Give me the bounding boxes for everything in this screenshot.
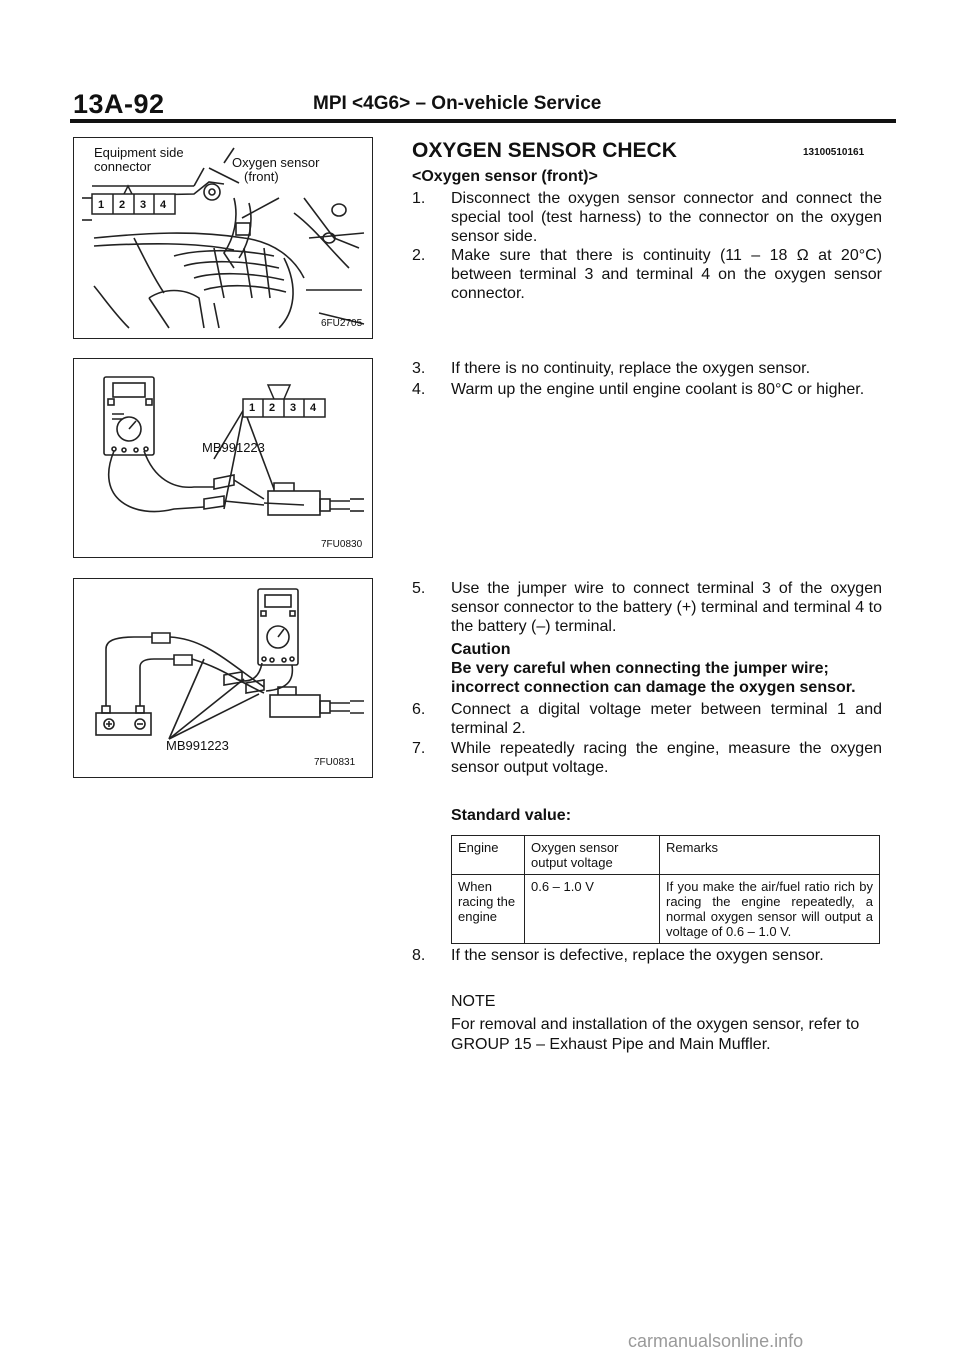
step-text: While repeatedly racing the engine, measure the oxygen sensor output voltage.	[451, 740, 882, 776]
figure-3-code: 7FU0831	[314, 757, 356, 768]
figure-1-label-equipment-side: Equipment side	[94, 145, 184, 160]
section-title: OXYGEN SENSOR CHECK	[412, 139, 677, 162]
caution-text: Be very careful when connecting the jumper wire; incorrect connection can damage the oxygen sensor.	[451, 660, 856, 696]
step-number: 7.	[412, 740, 426, 757]
table-header-voltage: Oxygen sensor output voltage	[525, 836, 660, 875]
table-header-remarks: Remarks	[660, 836, 880, 875]
figure-2-pin-1: 1	[249, 402, 256, 414]
step-text: Disconnect the oxygen sensor connector and connect the special tool (test harness) to the connector on the oxygen sensor side.	[451, 190, 882, 245]
step-number: 1.	[412, 190, 426, 207]
figure-oxygen-sensor-location	[73, 137, 373, 339]
table-cell-remarks: If you make the air/fuel ratio rich by racing the engine repeatedly, a normal oxygen sensor will output a voltage of 0.6 – 1.0 V.	[660, 875, 880, 944]
caution-heading: Caution	[451, 641, 511, 658]
step-text: Make sure that there is continuity (11 – 18 Ω at 20°C) between terminal 3 and terminal 4 on the oxygen sensor connector.	[451, 247, 883, 302]
step-number: 2.	[412, 247, 426, 264]
figure-1-pin-3: 3	[140, 199, 147, 211]
figure-1-label-connector: connector	[94, 159, 152, 174]
figure-1-pin-2: 2	[119, 199, 126, 211]
step-text: Warm up the engine until engine coolant is 80°C or higher.	[451, 381, 865, 398]
figure-2-code: 7FU0830	[321, 539, 363, 550]
figure-1-label-front: (front)	[244, 169, 279, 184]
step-6	[412, 700, 882, 738]
step-8	[412, 946, 882, 965]
figure-2-label-tool: MB991223	[202, 440, 265, 455]
step-text: Connect a digital voltage meter between terminal 1 and terminal 2.	[451, 701, 882, 737]
step-7	[412, 739, 882, 777]
section-subtitle: <Oxygen sensor (front)>	[412, 168, 598, 185]
header-rule	[70, 119, 896, 123]
table-cell-engine: When racing the engine	[452, 875, 525, 944]
step-text: If there is no continuity, replace the oxygen sensor.	[451, 360, 811, 377]
step-number: 6.	[412, 701, 426, 718]
standard-value-label: Standard value:	[451, 807, 572, 824]
figure-1-pin-4: 4	[160, 199, 167, 211]
figure-continuity-check	[73, 358, 373, 558]
figure-1-code: 6FU2705	[321, 318, 363, 329]
note-text: For removal and installation of the oxygen sensor, refer to GROUP 15 – Exhaust Pipe and Main Muffler.	[451, 1016, 860, 1053]
page-header-title: MPI <4G6> – On-vehicle Service	[313, 93, 602, 114]
figure-1-label-oxygen-sensor: Oxygen sensor	[232, 155, 320, 170]
step-5	[412, 579, 882, 636]
figure-voltage-check	[73, 578, 373, 778]
figure-2-pin-2: 2	[269, 402, 276, 414]
section-code: 13100510161	[803, 147, 865, 158]
table-header-row	[452, 836, 880, 875]
step-2	[412, 246, 882, 303]
step-1	[412, 189, 882, 246]
step-text: If the sensor is defective, replace the oxygen sensor.	[451, 947, 824, 964]
step-number: 5.	[412, 580, 426, 597]
figure-3-label-tool: MB991223	[166, 738, 229, 753]
step-3	[412, 359, 882, 378]
table-header-engine: Engine	[452, 836, 525, 875]
standard-value-table	[451, 835, 880, 944]
step-number: 3.	[412, 360, 426, 377]
step-number: 8.	[412, 947, 426, 964]
figure-2-pin-3: 3	[290, 402, 297, 414]
table-cell-voltage: 0.6 – 1.0 V	[525, 875, 660, 944]
watermark: carmanualsonline.info	[628, 1331, 804, 1351]
table-row	[452, 875, 880, 944]
step-number: 4.	[412, 381, 426, 398]
step-4	[412, 380, 882, 399]
figure-1-pin-1: 1	[98, 199, 105, 211]
note-heading: NOTE	[451, 993, 496, 1010]
page-number: 13A-92	[73, 89, 165, 119]
figure-2-pin-4: 4	[310, 402, 317, 414]
tester-harness-illustration	[74, 359, 372, 557]
step-text: Use the jumper wire to connect terminal 3 of the oxygen sensor connector to the battery (+) terminal and terminal 4 to the battery (–) terminal.	[451, 580, 882, 635]
